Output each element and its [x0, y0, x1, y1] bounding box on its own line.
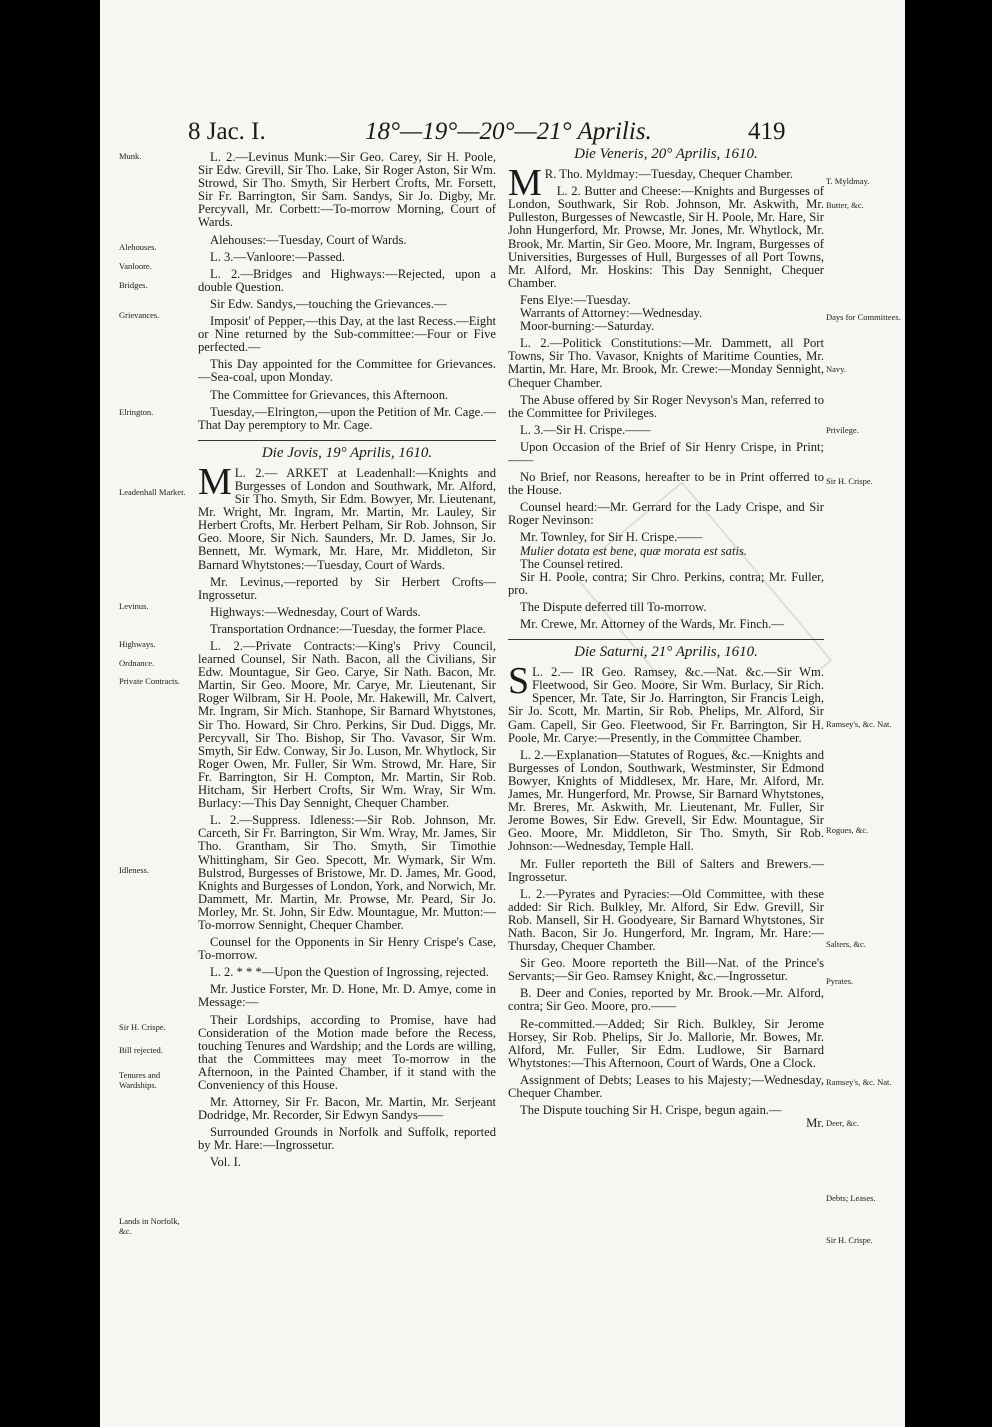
margin-note: Rogues, &c.	[826, 825, 869, 835]
entry-rogues: L. 2.—Explanation—Statutes of Rogues, &c.—Knights and Burgesses of London, Southwark, Westminster, Sir Edmond Bowyer, Knights of Middlesex, Mr. Hare, Mr. Alford, Mr. James, Mr. Hungerford, Mr. Prowse, Sir Barnard Whytstones, Mr. Breres, Mr. Askwith, Mr. Lieutenant, Mr. Fuller, Sir Jerome Bowes, Sir Edw. Grevell, Sir Edw. Mountague, Sir Geo. Moore, Mr. Middleton, Sir Tho. Smyth, Sir Rob. Johnson:—Wednesday, Temple Hall.	[508, 747, 824, 854]
volume-mark: Vol. I.	[210, 1155, 241, 1170]
drop-cap: M	[198, 460, 232, 503]
entry-leadenhall	[198, 460, 496, 572]
journal-page	[100, 0, 905, 1427]
entry-dispute-deferred: The Dispute deferred till To-morrow.	[520, 599, 707, 614]
entry-townley: Mr. Townley, for Sir H. Crispe.——	[520, 530, 703, 545]
entry-mulier: Mulier dotata est bene, quæ morata est satis.	[520, 543, 748, 558]
entry-politick: L. 2.—Politick Constitutions:—Mr. Dammett, all Port Towns, Sir Tho. Vavasor, Knights of Maritime Counties, Mr. Martin, Mr. Hare, Mr. Brook, Mr. Crewe:—Monday Sennight, Chequer Chamber.	[508, 336, 824, 390]
entry-lords: Their Lordships, according to Promise, have had Consideration of the Motion made before the Recess, touching Tenures and Wardship; and the Lords are willing, that the Committees may meet To-morrow in the Afternoon, in the Painted Chamber, if it stand with the Conveniency of this House.	[198, 1012, 496, 1092]
margin-note: Bill rejected.	[119, 1045, 163, 1055]
entry-poole: Sir H. Poole, contra; Sir Chro. Perkins, contra; Mr. Fuller, pro.	[508, 569, 824, 597]
entry-abuse: The Abuse offered by Sir Roger Nevyson's Man, referred to the Committee for Privileges.	[508, 392, 824, 420]
entry-no-brief: No Brief, nor Reasons, hereafter to be in Print offerred to the House.	[508, 470, 824, 498]
entry-counsel-retired: The Counsel retired.	[520, 556, 624, 571]
header-reign: 8 Jac. I.	[188, 118, 266, 145]
entry-bill-rejected: L. 2. * * *—Upon the Question of Ingrossing, rejected.	[210, 965, 489, 980]
entry-butter: L. 2. Butter and Cheese:—Knights and Burgesses of London, Southwark, Sir Rob. Johnson, Mr. Askwith, Mr. Pulleston, Burgesses of Newcastle, Sir H. Poole, Mr. Hare, Sir John Hungerford, Mr. Prowse, Mr. Jones, Mr. Whytlock, Mr. Brook, Mr. Martin, Sir Geo. Moore, Mr. Ingram, Burgesses of Universities, Burgesses of Hull, Burgesses of all Port Towns, Mr. Alford, Mr. Hoskins: This Day Sennight, Chequer Chamber.	[508, 184, 824, 290]
entry-private-contracts: L. 2.—Private Contracts:—King's Privy Council, learned Counsel, Sir Nath. Bacon, all the Civilians, Sir Edw. Mountague, Sir Geo. Carye, Sir Nath. Bacon, Mr. Martin, Sir Geo. Moore, Mr. Carye, Mr. Lieutenant, Sir Roger Wilbram, Sir H. Poole, Mr. Hakewill, Mr. Calvert, Mr. Ingram, Sir Mich. Stanhope, Sir Barnard Whytstones, Sir Tho. Howard, Sir Chro. Perkins, Sir Dud. Diggs, Mr. Percyvall, Sir Tho. Bishop, Sir Tho. Vavasor, Sir Wm. Smyth, Sir Edw. Conway, Sir Jo. Luson, Mr. Whytlock, Sir Roger Owen, Mr. Fuller, Sir Wm. Strowd, Mr. Hare, Sir Fr. Barrington, Sir H. Compton, Mr. Martin, Sir Rob. Hitcham, Sir Herbert Crofts, Sir Wm. Wray, Sir Wm. Burlacy:—This Day Sennight, Chequer Chamber.	[198, 639, 496, 811]
drop-cap: M	[508, 162, 542, 205]
margin-note: Ramsey's, &c. Nat.	[826, 1077, 892, 1087]
entry-deer: B. Deer and Conies, reported by Mr. Brook.—Mr. Alford, contra; Sir Geo. Moore, pro.——	[508, 986, 824, 1014]
page-number: 419	[748, 118, 786, 145]
entry-prince-servants: Sir Geo. Moore reporteth the Bill—Nat. of the Prince's Servants;—Sir Geo. Ramsey Knight, &c.—Ingrossetur.	[508, 956, 824, 984]
margin-note: Vanloore.	[119, 261, 152, 271]
margin-note: Leadenhall Market.	[119, 487, 186, 497]
entry-fens: Fens Elye:—Tuesday.	[520, 292, 631, 307]
margin-note: Bridges.	[119, 280, 148, 290]
margin-note: Alehouses.	[119, 242, 157, 252]
margin-note: Salters, &c.	[826, 939, 866, 949]
entry-warrants: Warrants of Attorney:—Wednesday.	[520, 306, 703, 321]
entry-brief: Upon Occasion of the Brief of Sir Henry Crispe, in Print;——	[508, 439, 824, 467]
entry-ramsey-text: L. 2.— IR Geo. Ramsey, &c.—Nat. &c.—Sir Wm. Fleetwood, Sir Geo. Moore, Sir Wm. Burlacy, Sir Rich. Spencer, Mr. Tate, Sir Jo. Harrington, Sir Francis Leigh, Sir Jo. Scott, Mr. Martin, Sir Rob. Phelips, Mr. Alford, Sir Gam. Capell, Sir Geo. Fleetwood, Sir Fr. Barrington, Sir H. Poole, Mr. Carye:—Presently, in the Committee Chamber.	[508, 665, 824, 745]
entry-ramsey	[508, 660, 824, 745]
entry-munk: L. 2.—Levinus Munk:—Sir Geo. Carey, Sir H. Poole, Sir Edw. Grevill, Sir Tho. Lake, Sir Roger Aston, Sir Wm. Strowd, Sir Tho. Smyth, Sir Herbert Crofts, Mr. Forsett, Sir Fr. Barrington, Sir Sam. Sandys, Sir Jo. Digby, Mr. Percyvall, Mr. Corbett:—To-morrow Morning, Court of Wards.	[198, 150, 496, 230]
entry-pyrates: L. 2.—Pyrates and Pyracies:—Old Committee, with these added: Sir Rich. Bulkley, Mr. Alford, Sir Edw. Grevill, Sir Rob. Mansell, Sir H. Goodyeare, Sir Barnard Whytstones, Sir Nath. Bacon, Sir Jo. Hungerford, Mr. Ingram, Mr. Hare:—Thursday, Chequer Chamber.	[508, 886, 824, 954]
margin-note: Deer, &c.	[826, 1118, 859, 1128]
margin-note: Highways.	[119, 639, 156, 649]
catchword: Mr.	[806, 1116, 824, 1131]
margin-note: Navy.	[826, 364, 846, 374]
margin-note: Sir H. Crispe.	[826, 1235, 873, 1245]
entry-vanloore: L. 3.—Vanloore:—Passed.	[210, 249, 346, 264]
margin-note: Idleness.	[119, 865, 149, 875]
entry-alehouses: Alehouses:—Tuesday, Court of Wards.	[210, 232, 407, 247]
entry-crewe: Mr. Crewe, Mr. Attorney of the Wards, Mr. Finch.—	[520, 617, 784, 631]
margin-note: Ordnance.	[119, 658, 155, 668]
margin-note: Days for Committees.	[826, 312, 901, 322]
margin-note: Levinus.	[119, 601, 149, 611]
entry-recommitted: Re-committed.—Added; Sir Rich. Bulkley, Sir Jerome Horsey, Sir Rob. Phelips, Sir Jo. Mallorie, Mr. Bowes, Mr. Alford, Mr. Fuller, Sir Edm. Ludlowe, Sir Barnard Whytstones:—This Afternoon, Court of Wards, One a Clock.	[508, 1016, 824, 1070]
entry-attorney: Mr. Attorney, Sir Fr. Bacon, Mr. Martin, Mr. Serjeant Dodridge, Mr. Recorder, Sir Edwyn Sandys——	[198, 1095, 496, 1123]
entry-crispe: L. 3.—Sir H. Crispe.——	[520, 422, 651, 437]
entry-surrounded-grounds: Surrounded Grounds in Norfolk and Suffolk, reported by Mr. Hare:—Ingrossetur.	[198, 1125, 496, 1153]
entry-message: Mr. Justice Forster, Mr. D. Hone, Mr. D. Amye, come in Message:—	[198, 982, 496, 1010]
entry-pepper: Imposit' of Pepper,—this Day, at the last Recess.—Eight or Nine returned by the Sub-committee:—Four or Five perfected.—	[198, 314, 496, 355]
margin-note: Grievances.	[119, 310, 160, 320]
left-column	[198, 151, 496, 1170]
day-heading-veneris: Die Veneris, 20° Aprilis, 1610.	[574, 146, 758, 162]
entry-salters: Mr. Fuller reporteth the Bill of Salters and Brewers.—Ingrossetur.	[508, 856, 824, 884]
margin-note: Butter, &c.	[826, 200, 864, 210]
margin-note: Munk.	[119, 151, 142, 161]
drop-cap: S	[508, 660, 530, 703]
entry-levinus: Mr. Levinus,—reported by Sir Herbert Crofts—Ingrossetur.	[198, 574, 496, 602]
entry-myldmay	[508, 162, 824, 205]
margin-note: Tenures and Wardships.	[119, 1070, 161, 1090]
entry-idleness: L. 2.—Suppress. Idleness:—Sir Rob. Johnson, Mr. Carceth, Sir Fr. Barrington, Sir Wm. Wray, Mr. James, Sir Tho. Grantham, Sir Tho. Smyth, Sir Timothie Whittingham, Sir Geo. Specott, Mr. Wymark, Sir Wm. Bulstrod, Burgesses of Bristowe, Mr. D. James, Mr. Good, Knights and Burgesses of London, York, and Norwich, Mr. Dammett, Mr. Martin, Mr. Prowse, Mr. Peard, Sir Jo. Morley, Mr. St. John, Sir Edw. Mountague, Mr. Mutton:—To-morrow Sennight, Chequer Chamber.	[198, 813, 496, 932]
entry-elrington: Tuesday,—Elrington,—upon the Petition of Mr. Cage.—That Day peremptory to Mr. Cage.	[198, 404, 496, 432]
header-dates: 18°—19°—20°—21° Aprilis.	[365, 118, 652, 145]
entry-grievances: Sir Edw. Sandys,—touching the Grievances.—	[210, 296, 447, 311]
entry-debts: Assignment of Debts; Leases to his Majesty;—Wednesday, Chequer Chamber.	[508, 1072, 824, 1100]
section-rule	[508, 639, 824, 640]
entry-leadenhall-text: L. 2.— ARKET at Leadenhall:—Knights and Burgesses of London and Southwark, Mr. Alford, Sir Tho. Smyth, Sir Edm. Bowyer, Mr. Lieutenant, Mr. Wright, Mr. Ingram, Mr. Martin, Mr. Lauley, Sir Herbert Crofts, Mr. Herbert Pelham, Sir Rob. Johnson, Sir Geo. Moore, Sir Nich. Saunders, Mr. D. James, Sir Jo. Bennett, Mr. Wymark, Mr. Hare, Mr. Middleton, Sir Barnard Whytstones:—Tuesday, Court of Wards.	[198, 465, 496, 572]
entry-highways: Highways:—Wednesday, Court of Wards.	[210, 604, 421, 619]
margin-note: Elrington.	[119, 407, 154, 417]
entry-moor: Moor-burning:—Saturday.	[520, 319, 655, 334]
margin-note: T. Myldmay.	[826, 176, 870, 186]
margin-note: Sir H. Crispe.	[826, 476, 873, 486]
day-heading-saturni: Die Saturni, 21° Aprilis, 1610.	[574, 644, 758, 661]
margin-note: Debts; Leases.	[826, 1193, 876, 1203]
entry-dispute-again: The Dispute touching Sir H. Crispe, begun again.—	[520, 1103, 782, 1118]
margin-note: Ramsey's, &c. Nat.	[826, 719, 892, 729]
margin-note: Private Contracts.	[119, 676, 180, 686]
entry-crispe-counsel: Counsel for the Opponents in Sir Henry Crispe's Case, To-morrow.	[198, 935, 496, 963]
margin-note: Privilege.	[826, 425, 859, 435]
day-heading-jovis: Die Jovis, 19° Aprilis, 1610.	[261, 444, 433, 461]
entry-grievances-afternoon: The Committee for Grievances, this Afternoon.	[210, 387, 449, 402]
entry-ordnance: Transportation Ordnance:—Tuesday, the former Place.	[210, 621, 486, 636]
entry-bridges: L. 2.—Bridges and Highways:—Rejected, upon a double Question.	[198, 266, 496, 294]
right-column	[508, 146, 824, 1131]
margin-note: Pyrates.	[826, 976, 854, 986]
margin-note: Sir H. Crispe.	[119, 1022, 166, 1032]
entry-counsel-heard: Counsel heard:—Mr. Gerrard for the Lady Crispe, and Sir Roger Nevinson:	[508, 500, 824, 528]
entry-myldmay-text: R. Tho. Myldmay:—Tuesday, Chequer Chamber.	[544, 167, 794, 182]
margin-note: Lands in Norfolk, &c.	[119, 1216, 180, 1236]
entry-grievances-day: This Day appointed for the Committee for Grievances.—Sea-coal, upon Monday.	[198, 357, 496, 385]
section-rule	[198, 440, 496, 441]
